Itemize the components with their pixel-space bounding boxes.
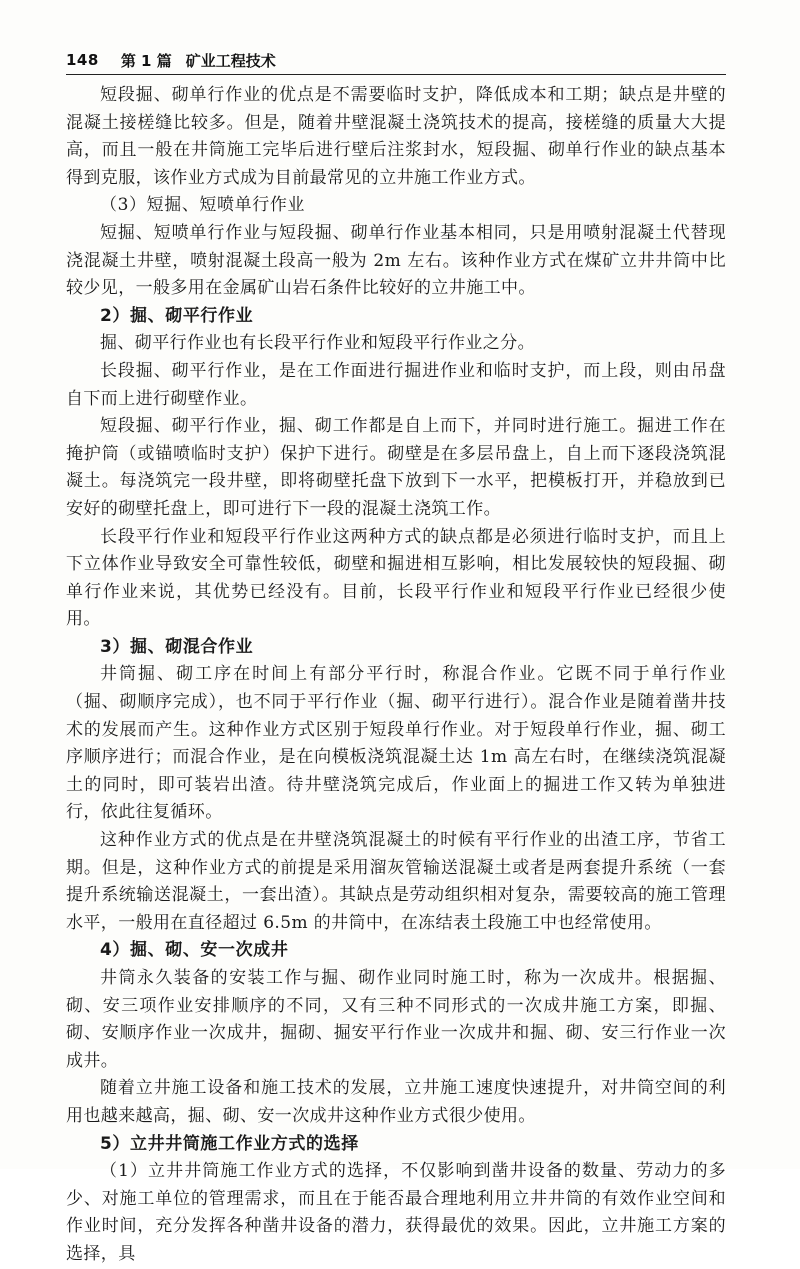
section-heading: 2）掘、砌平行作业 (100, 305, 254, 326)
paragraph: 长段平行作业和短段平行作业这两种方式的缺点都是必须进行临时支护，而且上下立体作业导致安全可靠性较低，砌壁和掘进相互影响，相比发展较快的短段掘、砌单行作业来说，其优势已经没有。目前，长段平行作业和短段平行作业已经很少使用。 (66, 526, 726, 630)
part-title: 矿业工程技术 (185, 51, 276, 70)
paragraph: 短段掘、砌单行作业的优点是不需要临时支护，降低成本和工期；缺点是井壁的混凝土接槎缝比较多。但是，随着井壁混凝土浇筑技术的提高，接槎缝的质量大大提高，而且一般在井筒施工完毕后进行壁后注浆封水，短段掘、砌单行作业的缺点基本得到克服，该作业方式成为目前最常见的立井施工作业方式。 (66, 85, 726, 188)
section-heading: 4）掘、砌、安一次成井 (100, 940, 289, 961)
paragraph: 长段掘、砌平行作业，是在工作面进行掘进作业和临时支护，而上段，则由吊盘自下而上进行砌壁作业。 (66, 360, 726, 409)
part-label: 第 1 篇 (120, 51, 172, 70)
paragraph: （1）立井井筒施工作业方式的选择，不仅影响到凿井设备的数量、劳动力的多少、对施工单位的管理需求，而且在于能否最合理地利用立井井筒的有效作业空间和作业时间，充分发挥各种凿井设备的潜力，获得最优的效果。因此，立井施工方案的选择，具 (66, 1161, 726, 1264)
paragraph: 随着立井施工设备和施工技术的发展，立井施工速度快速提升，对井筒空间的利用也越来越高，掘、砌、安一次成井这种作业方式很少使用。 (66, 1078, 726, 1126)
page-number: 148 (66, 51, 99, 69)
body-text (66, 82, 726, 1269)
running-head (66, 48, 726, 72)
section-heading: 5）立井井筒施工作业方式的选择 (100, 1133, 359, 1154)
paragraph: 这种作业方式的优点是在井壁浇筑混凝土的时候有平行作业的出渣工序，节省工期。但是，这种作业方式的前提是采用溜灰管输送混凝土或者是两套提升系统（一套提升系统输送混凝土，一套出渣）。其缺点是劳动组织相对复杂，需要较高的施工管理水平，一般用在直径超过 6.5m 的井筒中，在冻结表土段施工中也经常使用。 (66, 830, 726, 933)
paragraph: 短掘、短喷单行作业与短段掘、砌单行作业基本相同，只是用喷射混凝土代替现浇混凝土井壁，喷射混凝土段高一般为 2m 左右。该种作业方式在煤矿立井井筒中比较少见，一般多用在金属矿山岩石条件比较好的立井施工中。 (66, 222, 726, 299)
paragraph: 掘、砌平行作业也有长段平行作业和短段平行作业之分。 (100, 333, 535, 354)
section-heading: 3）掘、砌混合作业 (100, 636, 254, 657)
header-rule (66, 74, 726, 75)
section-subheading: （3）短掘、短喷单行作业 (100, 195, 306, 216)
paragraph: 短段掘、砌平行作业，掘、砌工作都是自上而下，并同时进行施工。掘进工作在掩护筒（或锚喷临时支护）保护下进行。砌壁是在多层吊盘上，自上而下逐段浇筑混凝土。每浇筑完一段井壁，即将砌壁托盘下放到下一水平，把模板打开，并稳放到已安好的砌壁托盘上，即可进行下一段的混凝土浇筑工作。 (66, 416, 726, 519)
paragraph: 井筒永久装备的安装工作与掘、砌作业同时施工时，称为一次成井。根据掘、砌、安三项作业安排顺序的不同，又有三种不同形式的一次成井施工方案，即掘、砌、安顺序作业一次成井，掘砌、掘安平行作业一次成井和掘、砌、安三行作业一次成井。 (66, 968, 726, 1071)
paragraph: 井筒掘、砌工序在时间上有部分平行时，称混合作业。它既不同于单行作业（掘、砌顺序完成），也不同于平行作业（掘、砌平行进行）。混合作业是随着凿井技术的发展而产生。这种作业方式区别于短段单行作业。对于短段单行作业，掘、砌工序顺序进行；而混合作业，是在向模板浇筑混凝土达 1m 高左右时，在继续浇筑混凝土的同时，即可装岩出渣。待井壁浇筑完成后，作业面上的掘进工作又转为单独进行，依此往复循环。 (66, 664, 726, 823)
